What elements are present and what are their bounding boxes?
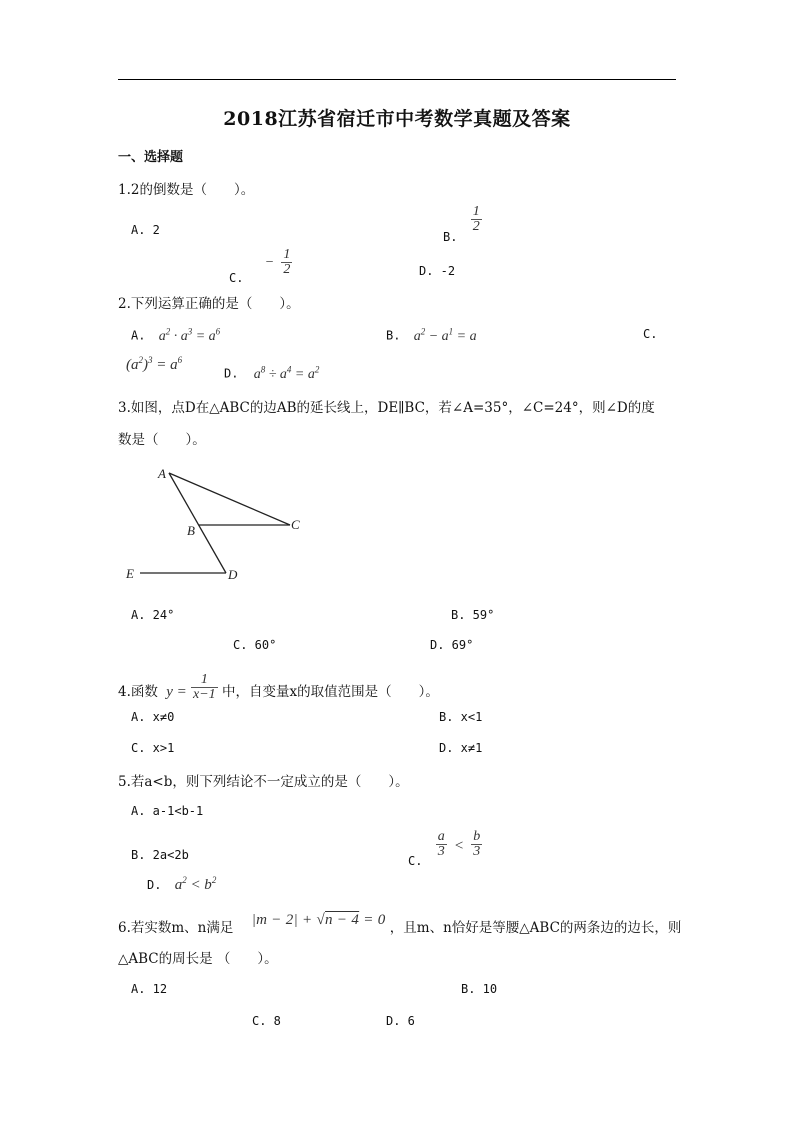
q6-option-b: B. 10 <box>461 982 498 996</box>
q2-option-b-formula: $a^2 - a^1 = a$ <box>413 326 477 344</box>
q5-option-a: A. a-1<b-1 <box>131 804 204 818</box>
line-ad <box>169 473 226 573</box>
question-1-stem: 1.2的倒数是（ ）。 <box>118 182 255 198</box>
q6-option-c: C. 8 <box>252 1014 281 1028</box>
q6-option-d: D. 6 <box>386 1014 415 1028</box>
question-2-stem: 2.下列运算正确的是（ ）。 <box>118 296 300 312</box>
q5-option-c-fraction-a <box>436 830 447 859</box>
q2-option-d-formula: $a^8 \div a^4 = a^2$ <box>253 364 320 382</box>
fraction-denominator: 3 <box>473 844 481 859</box>
q5-option-c <box>408 829 482 868</box>
q5-option-d-formula: $a^2 < b^2$ <box>174 875 217 893</box>
q1-option-c-fraction <box>281 248 292 277</box>
q4-option-c: C. x>1 <box>131 741 175 755</box>
q3-option-b: B. 59° <box>451 608 495 622</box>
fraction-denominator: 2 <box>283 262 291 277</box>
q4-option-a: A. x≠0 <box>131 710 175 724</box>
label-c: C <box>291 517 300 532</box>
q4-option-b: B. x<1 <box>439 710 483 724</box>
q5-option-c-label: C. <box>408 854 423 868</box>
q2-option-b <box>386 326 477 345</box>
fraction-numerator: 1 <box>283 247 291 262</box>
q1-option-c <box>229 247 292 285</box>
q4-function-fraction <box>191 673 218 702</box>
label-e: E <box>126 566 134 581</box>
q5-option-d <box>147 875 216 894</box>
q1-option-d: D. -2 <box>419 264 456 278</box>
q2-option-b-label: B. <box>386 328 401 343</box>
label-d: D <box>228 567 238 582</box>
fraction-numerator: a <box>437 829 445 844</box>
q1-option-b-fraction <box>471 205 482 234</box>
q3-triangle-figure <box>110 455 330 595</box>
section-heading: 一、选择题 <box>118 150 184 165</box>
line-ac <box>169 473 290 525</box>
question-4-stem <box>118 663 439 702</box>
fraction-numerator: 1 <box>191 673 218 688</box>
q1-option-c-label: C. <box>229 271 244 285</box>
question-6-stem-line-2: △ABC的周长是 （ ）。 <box>118 951 278 967</box>
label-b: B <box>187 523 195 538</box>
q4-option-d: D. x≠1 <box>439 741 483 755</box>
q4-stem-prefix: 4.函数 <box>118 684 158 700</box>
q1-option-b-label: B. <box>443 230 458 244</box>
q2-option-a-label: A. <box>131 328 146 343</box>
q4-function-y: y = <box>166 684 187 700</box>
q6-option-a: A. 12 <box>131 982 168 996</box>
q3-option-d: D. 69° <box>430 638 474 652</box>
q2-option-d <box>224 364 319 383</box>
q2-option-c-label: C. <box>643 327 658 341</box>
q6-stem-suffix: ，且m、n恰好是等腰△ABC的两条边的边长，则 <box>389 920 682 936</box>
q6-condition-formula: |m − 2| + √n − 4 = 0 <box>251 912 386 928</box>
q2-option-a <box>131 326 220 345</box>
question-3-stem-line-2: 数是（ ）。 <box>118 432 206 448</box>
q6-stem-prefix: 6.若实数m、n满足 <box>118 920 234 936</box>
q3-option-a: A. 24° <box>131 608 175 622</box>
fraction-numerator: 1 <box>472 204 480 219</box>
q5-option-d-label: D. <box>147 878 162 892</box>
q1-option-a: A. 2 <box>131 223 160 237</box>
q3-option-c: C. 60° <box>233 638 277 652</box>
q2-option-c-formula: $(a^2)^3 = a^6$ <box>126 355 183 373</box>
q2-option-d-label: D. <box>224 366 239 381</box>
q4-stem-suffix: 中，自变量x的取值范围是（ ）。 <box>221 684 439 700</box>
q1-option-b <box>443 204 482 244</box>
question-3-stem-line-1: 3.如图，点D在△ABC的边AB的延长线上，DE∥BC，若∠A=35°，∠C=24°，则∠D的度 <box>118 400 655 416</box>
header-rule <box>118 79 676 80</box>
q5-option-b: B. 2a<2b <box>131 848 189 862</box>
fraction-denominator: 2 <box>472 219 480 234</box>
fraction-denominator: x−1 <box>193 687 216 702</box>
q2-option-a-formula: $a^2 \cdot a^3 = a^6$ <box>158 326 221 344</box>
fraction-denominator: 3 <box>437 844 445 859</box>
page-title: 2018江苏省宿迁市中考数学真题及答案 <box>223 108 571 130</box>
minus-sign: − <box>264 255 275 270</box>
label-a: A <box>158 466 166 481</box>
fraction-numerator: b <box>473 829 481 844</box>
less-than-sign: < <box>453 838 465 854</box>
q5-option-c-fraction-b <box>471 830 482 859</box>
question-6-stem-line-1 <box>118 908 682 936</box>
question-5-stem: 5.若a<b，则下列结论不一定成立的是（ ）。 <box>118 774 409 790</box>
